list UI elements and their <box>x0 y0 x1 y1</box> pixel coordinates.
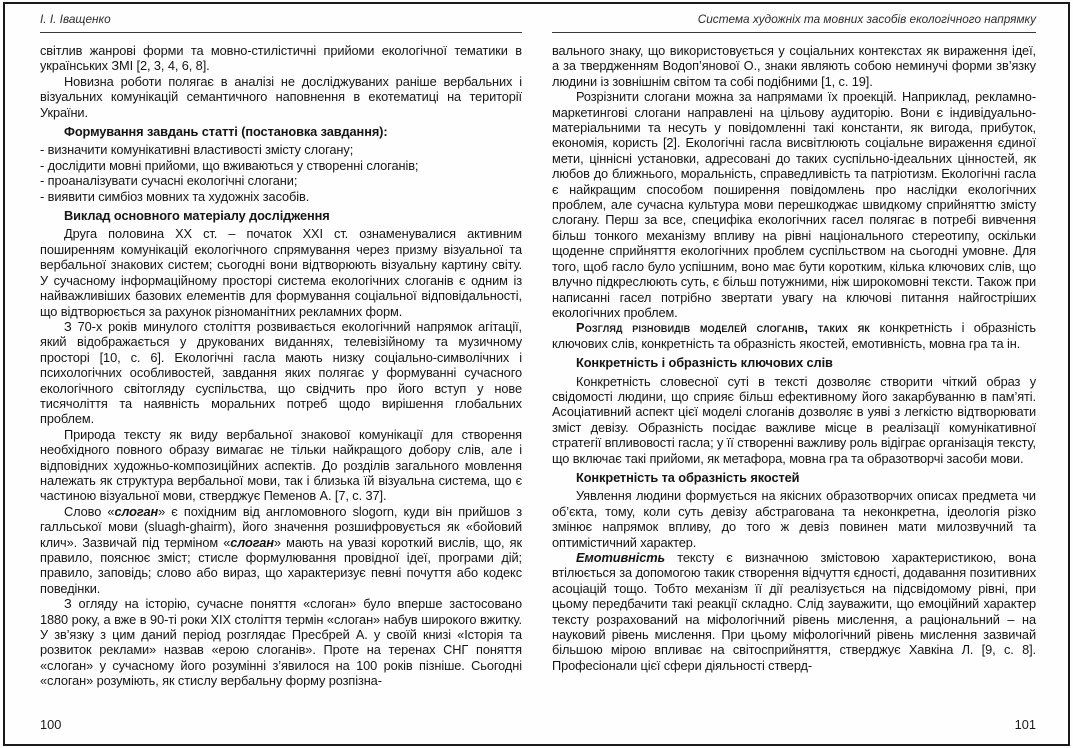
section-heading <box>552 355 1036 370</box>
text-run: вального знаку, що використовується у соціальних контекстах як вираження ідеї, а за твердженням Водоп’янової О., знаки являють собою неминучі форми зв’язку людини із зовнішнім світом та собі подібними [1, с. 19]. <box>552 43 1036 89</box>
task-list-item <box>40 173 522 188</box>
text-run: Виклад основного матеріалу дослідження <box>64 208 330 224</box>
text-run: - проаналізувати сучасні екологічні слогани; <box>40 173 298 189</box>
text-run: З огляду на історію, сучасне поняття «слоган» було вперше застосовано 1880 року, а вже в 90-ті роки ХІХ століття термін «слоган» набув широкого вжитку. У зв’язку з цим даний період розглядає Пресбрей А. у своїй книзі «Історія та розвиток реклами» назвав «ерою слоганів». Проте на теренах СНГ поняття «слоган» у сучасному його розумінні з’явилося на 100 років пізніше. Сьогодні «слоган» розуміють, як стислу вербальну форму розпізна- <box>40 596 522 689</box>
text-run: Конкретність словесної суті в тексті дозволяє створити чіткий образ у свідомості людини, що сприяє більш ефективному його закарбуванню в пам’яті. Асоціативний аспект цієї моделі слоганів дозволяє в уяві з легкістю відтворювати зміст девізу. Образність посідає важливе місце в реалізації комунікативної стратегії впливовості гасла; у її створенні важливу роль відіграє організація тексту, що включає такі прийоми, як метафора, мовна гра та образотворчі засоби мови. <box>552 373 1036 466</box>
text-run: » є похідним від англомовного slogorn, куди він прийшов з галльської мови (sluagh-ghairm), його значення розшифровується як «бойовий клич». Зазвичай під терміном « <box>40 503 522 550</box>
paragraph <box>40 226 522 318</box>
paragraph <box>40 504 522 596</box>
task-list-item <box>40 142 522 157</box>
text-run: Розрізнити слогани можна за напрямами їх проекцій. Наприклад, рекламно-маркетингові слогани направлені на цільову аудиторію. Вони є індивідуально-матеріальними та несуть у повідомленні такі константи, як вигода, прибуток, економія, користь [2]. Екологічні гасла висвітлюють соціальне вираження єдиної мети, ціннісні установки, адресовані до таких суспільно-ідеальних цінностей, як любов до ближнього, моральність, справедливість та патріотизм. Екологічні гасла є найкращим способом поширення повідомлень про наслідки екологічних проблем, але сучасна культура мови перешкоджає швидкому сприйняттю змісту слогану. Перш за все, специфіка екологічних гасел полягає в потребі вивчення більш тонкого механізму впливу на рівні національного стереотипу, оскільки щоденне сприйняття екологічних проблем суспільством на сьогодні умовне. Для того, щоб гасло було успішним, воно має бути коротким, кілька ключових слів, що влучно підкреслюють суть, є більш потужними, ніж широкомовні тексти. Також при написанні гасел потрібно звертати увагу на ключові питання найгостріших екологічних проблем. <box>552 89 1036 320</box>
text-run: З 70-х років минулого століття розвивається екологічний напрямок агітації, який відображається у друкованих виданнях, телевізійному та музичному просторі [10, с. 6]. Екологічні гасла мають низку соціально-символічних і психологічних особливостей, завдання яких полягає у формуванні сучасного екологічного світогляду суспільства, що свідчить про його вступ у нове тисячоліття та наявність моральних потреб щодо вирішення глобальних проблем. <box>40 318 522 427</box>
emphasized-text: слоган <box>114 503 159 519</box>
text-run: » мають на увазі короткий вислів, що, як правило, пояснює зміст; стисле формулювання провідної ідеї, програми дій; правило, заповідь; слово або вираз, що характеризує певні почуття або кодекс поведінки. <box>40 534 522 596</box>
page-left <box>40 12 522 736</box>
paragraph <box>552 550 1036 673</box>
text-run: Уявлення людини формується на якісних образотворчих описах предмета чи об’єкта, тому, коли суть девізу абстрагована та неконкретна, ідеологія різко змінює напрямок впливу, до того ж девіз повинен мати милозвучний та оптимістичний характер. <box>552 488 1036 550</box>
running-head-article-title: Система художніх та мовних засобів екологічного напрямку <box>552 12 1036 33</box>
page-right <box>552 12 1036 736</box>
running-head-author: І. І. Іващенко <box>40 12 522 33</box>
task-list-item <box>40 158 522 173</box>
page-body-right <box>552 43 1036 673</box>
task-list-item <box>40 189 522 204</box>
section-heading <box>552 470 1036 485</box>
text-run: - визначити комунікативні властивості змісту слогану; <box>40 142 354 158</box>
paragraph <box>552 488 1036 550</box>
paragraph <box>552 43 1036 89</box>
text-run: Слово « <box>64 503 115 519</box>
emphasized-text: слоган <box>230 534 274 550</box>
text-run: - дослідити мовні прийоми, що вживаються у створенні слоганів; <box>40 157 419 173</box>
text-run: Новизна роботи полягає в аналізі не досліджуваних раніше вербальних і візуальних комунікацій семантичного наповнення в екотематиці на території України. <box>40 73 522 120</box>
emphasized-text: Емотивність <box>576 550 666 565</box>
text-run: Природа тексту як виду вербальної знакової комунікації для створення необхідного повного образу вимагає не тільки найкращого добору слів, але і відповідних художньо-композиційних аспектів. До розділів загального мовлення належать як структура вербальної мови, так і близька їй візуальна система, що є частиною візуальної мови, стверджує Пеменов А. [7, с. 37]. <box>40 426 522 504</box>
text-run: Друга половина ХХ ст. – початок ХХІ ст. ознаменувалися активним поширенням комунікацій екологічного спрямування через призму візуальної та вербальної знакових систем; сьогодні вони відтворюють візуальну картину світу. У сучасному інформаційному просторі система екологічних слоганів є одним із найважливіших базових елементів для формування соціальної відповідальності, що відтворюється за рахунок різноманітних рекламних форм. <box>40 226 522 319</box>
paragraph <box>552 89 1036 320</box>
paragraph <box>40 43 522 74</box>
text-run: світлив жанрові форми та мовно-стилістичні прийоми екологічної тематики в українських ЗМІ [2, 3, 4, 6, 8]. <box>40 43 522 74</box>
paragraph <box>40 427 522 504</box>
text-run: тексту є визначною змістовою характеристикою, вона втілюється за допомогою такик створення відчуття єдності, додавання позитивних асоціацій тощо. Тобто механізм її дії реалізується на підсвідомому рівні, при цьому передбачити такі реакції складно. Слід зауважити, що емоційний характер тексту розрахований на міфологічний рівень мислення, а раціональний – на науковий рівень мислення. При цьому міфологічний рівень мислення зазвичай більшою мірою впливає на світосприйняття, стверджує Хавкіна Л. [9, с. 8]. Професіонали цієї сфери діяльності стверд- <box>552 550 1036 673</box>
text-run: Конкретність та образність якостей <box>576 469 800 485</box>
text-run: Формування завдань статті (постановка завдання): <box>64 124 388 140</box>
emphasized-text: Розгляд різновидів моделей слоганів, таких як <box>576 320 871 336</box>
text-run: - виявити симбіоз мовних та художніх засобів. <box>40 188 310 204</box>
paragraph <box>40 596 522 688</box>
paragraph <box>552 320 1036 351</box>
text-run: Конкретність і образність ключових слів <box>576 355 833 371</box>
paragraph <box>40 319 522 427</box>
paragraph <box>552 374 1036 466</box>
text-run: конкретність і образність ключових слів, конкретність та образність якостей, емотивність, мовна гра та ін. <box>552 320 1037 351</box>
section-heading <box>40 124 522 139</box>
page-body-left <box>40 43 522 689</box>
page-number-left: 100 <box>40 717 62 732</box>
paragraph <box>40 74 522 120</box>
page-number-right: 101 <box>1014 717 1036 732</box>
section-heading <box>40 208 522 223</box>
